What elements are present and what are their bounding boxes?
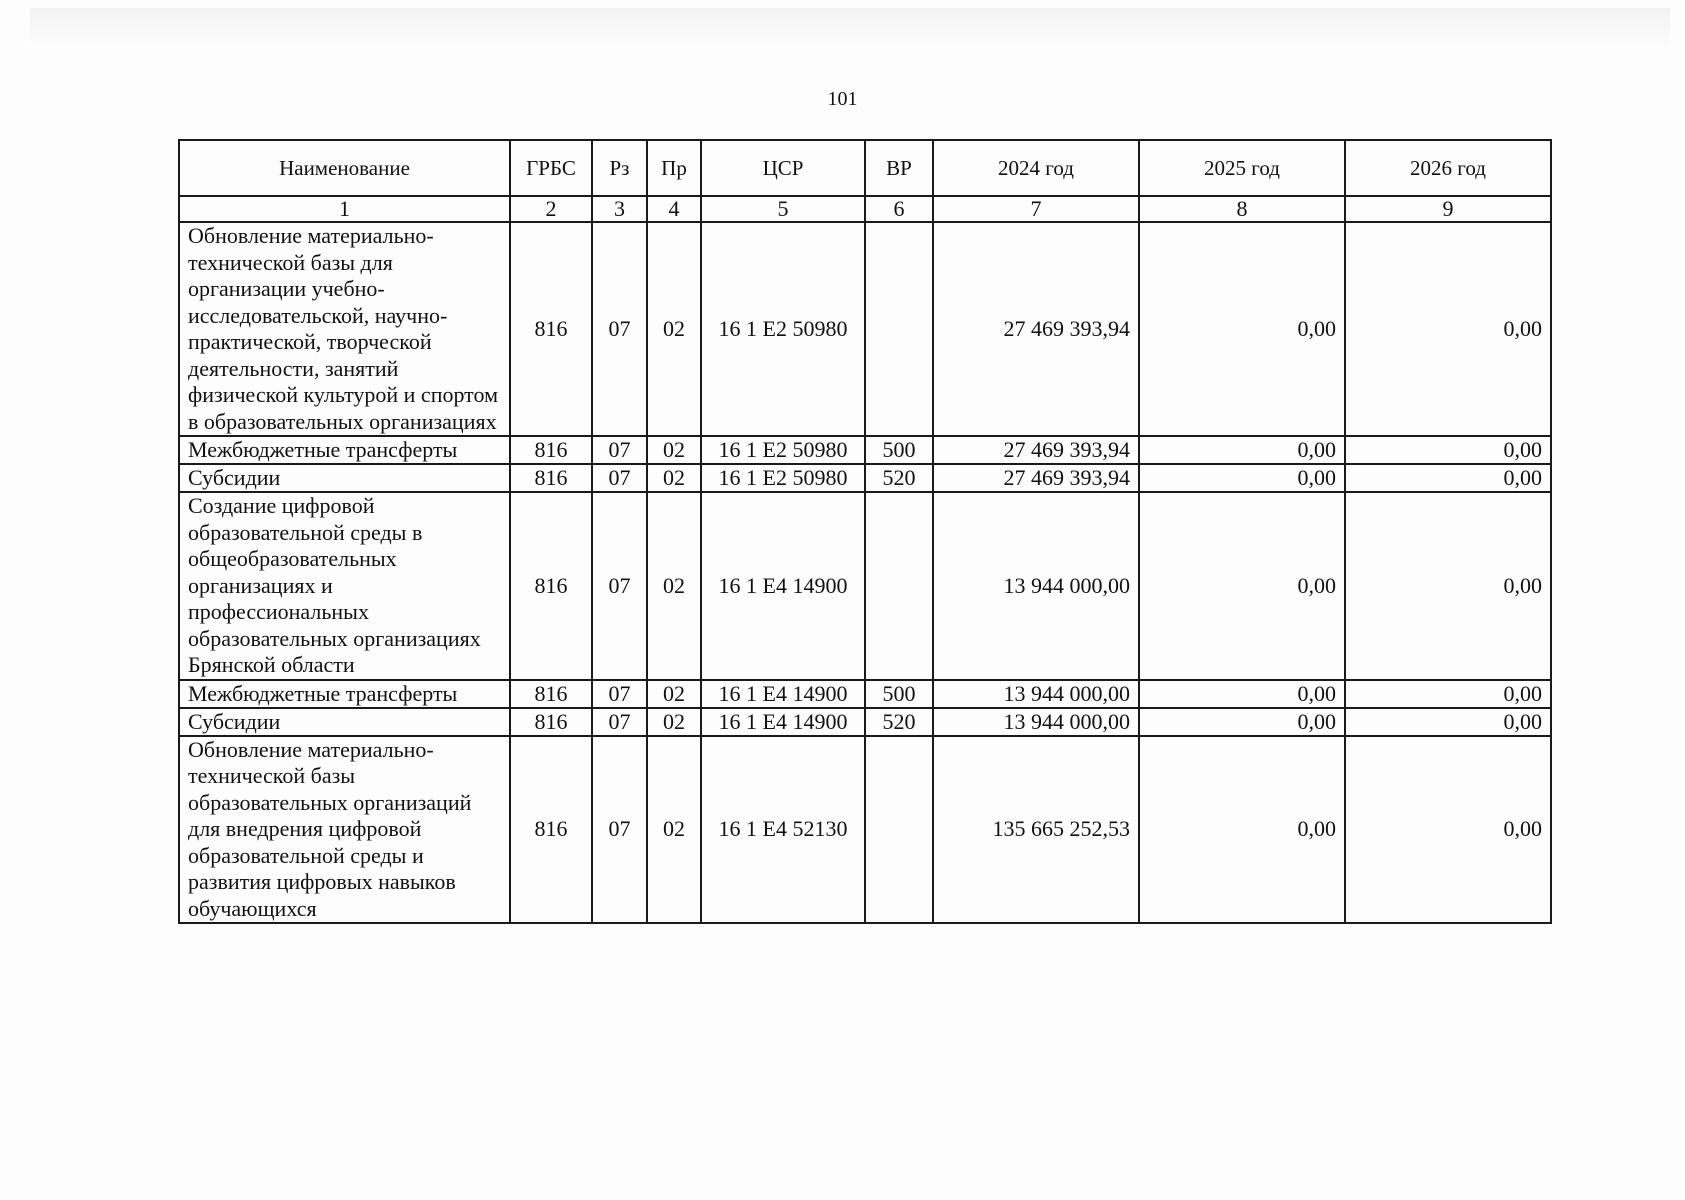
row-pr: 02 [647, 464, 701, 492]
row-csr: 16 1 E2 50980 [701, 222, 865, 436]
row-2026: 0,00 [1345, 492, 1551, 680]
row-vr [865, 492, 933, 680]
row-rz: 07 [592, 436, 647, 464]
row-pr: 02 [647, 736, 701, 924]
row-pr: 02 [647, 222, 701, 436]
row-2024: 27 469 393,94 [933, 222, 1139, 436]
column-number: 9 [1345, 196, 1551, 222]
row-grbs: 816 [510, 436, 592, 464]
table-row [179, 492, 1551, 680]
row-2025: 0,00 [1139, 222, 1345, 436]
table-row [179, 464, 1551, 492]
column-number: 4 [647, 196, 701, 222]
row-csr: 16 1 E4 52130 [701, 736, 865, 924]
row-2026: 0,00 [1345, 736, 1551, 924]
column-number: 5 [701, 196, 865, 222]
row-name: Межбюджетные трансферты [179, 680, 510, 708]
row-vr: 500 [865, 680, 933, 708]
row-2025: 0,00 [1139, 436, 1345, 464]
table-row [179, 680, 1551, 708]
row-vr [865, 222, 933, 436]
row-2025: 0,00 [1139, 492, 1345, 680]
row-pr: 02 [647, 436, 701, 464]
table-row [179, 736, 1551, 924]
row-name: Субсидии [179, 708, 510, 736]
column-number: 7 [933, 196, 1139, 222]
header-name: Наименование [179, 140, 510, 196]
row-2024: 13 944 000,00 [933, 708, 1139, 736]
row-2026: 0,00 [1345, 708, 1551, 736]
header-rz: Рз [592, 140, 647, 196]
header-grbs: ГРБС [510, 140, 592, 196]
row-2025: 0,00 [1139, 680, 1345, 708]
header-csr: ЦСР [701, 140, 865, 196]
row-name: Субсидии [179, 464, 510, 492]
row-grbs: 816 [510, 680, 592, 708]
row-2026: 0,00 [1345, 436, 1551, 464]
row-vr: 520 [865, 708, 933, 736]
row-pr: 02 [647, 708, 701, 736]
table-row [179, 436, 1551, 464]
row-2024: 135 665 252,53 [933, 736, 1139, 924]
row-2025: 0,00 [1139, 736, 1345, 924]
row-rz: 07 [592, 464, 647, 492]
row-vr [865, 736, 933, 924]
row-grbs: 816 [510, 222, 592, 436]
column-number-row [179, 196, 1551, 222]
row-2026: 0,00 [1345, 680, 1551, 708]
row-grbs: 816 [510, 708, 592, 736]
row-rz: 07 [592, 736, 647, 924]
row-rz: 07 [592, 680, 647, 708]
column-number: 1 [179, 196, 510, 222]
row-csr: 16 1 E4 14900 [701, 708, 865, 736]
table-row [179, 708, 1551, 736]
header-2026: 2026 год [1345, 140, 1551, 196]
row-csr: 16 1 E2 50980 [701, 436, 865, 464]
row-pr: 02 [647, 680, 701, 708]
row-2026: 0,00 [1345, 222, 1551, 436]
row-2025: 0,00 [1139, 708, 1345, 736]
row-rz: 07 [592, 708, 647, 736]
row-name: Обновление материально-технической базы образовательных организаций для внедрения цифровой образовательной среды и развития цифровых навыков обучающихся [179, 736, 510, 924]
row-rz: 07 [592, 222, 647, 436]
budget-table [178, 139, 1552, 924]
row-name: Создание цифровой образовательной среды в общеобразовательных организациях и профессиональных образовательных организациях Брянской области [179, 492, 510, 680]
row-csr: 16 1 E4 14900 [701, 492, 865, 680]
row-2024: 27 469 393,94 [933, 464, 1139, 492]
row-2026: 0,00 [1345, 464, 1551, 492]
row-vr: 500 [865, 436, 933, 464]
row-name: Обновление материально-технической базы для организации учебно-исследовательской, научно-практической, творческой деятельности, занятий физической культурой и спортом в образовательных организациях [179, 222, 510, 436]
row-grbs: 816 [510, 464, 592, 492]
header-2024: 2024 год [933, 140, 1139, 196]
row-vr: 520 [865, 464, 933, 492]
header-vr: ВР [865, 140, 933, 196]
row-name: Межбюджетные трансферты [179, 436, 510, 464]
row-grbs: 816 [510, 492, 592, 680]
header-2025: 2025 год [1139, 140, 1345, 196]
row-pr: 02 [647, 492, 701, 680]
row-2024: 13 944 000,00 [933, 680, 1139, 708]
table-row [179, 222, 1551, 436]
column-number: 6 [865, 196, 933, 222]
scan-shadow [30, 8, 1670, 48]
row-csr: 16 1 E4 14900 [701, 680, 865, 708]
column-number: 3 [592, 196, 647, 222]
column-number: 8 [1139, 196, 1345, 222]
row-2024: 13 944 000,00 [933, 492, 1139, 680]
header-pr: Пр [647, 140, 701, 196]
column-number: 2 [510, 196, 592, 222]
header-row [179, 140, 1551, 196]
row-csr: 16 1 E2 50980 [701, 464, 865, 492]
row-rz: 07 [592, 492, 647, 680]
row-2024: 27 469 393,94 [933, 436, 1139, 464]
row-2025: 0,00 [1139, 464, 1345, 492]
page-number: 101 [827, 88, 858, 110]
row-grbs: 816 [510, 736, 592, 924]
